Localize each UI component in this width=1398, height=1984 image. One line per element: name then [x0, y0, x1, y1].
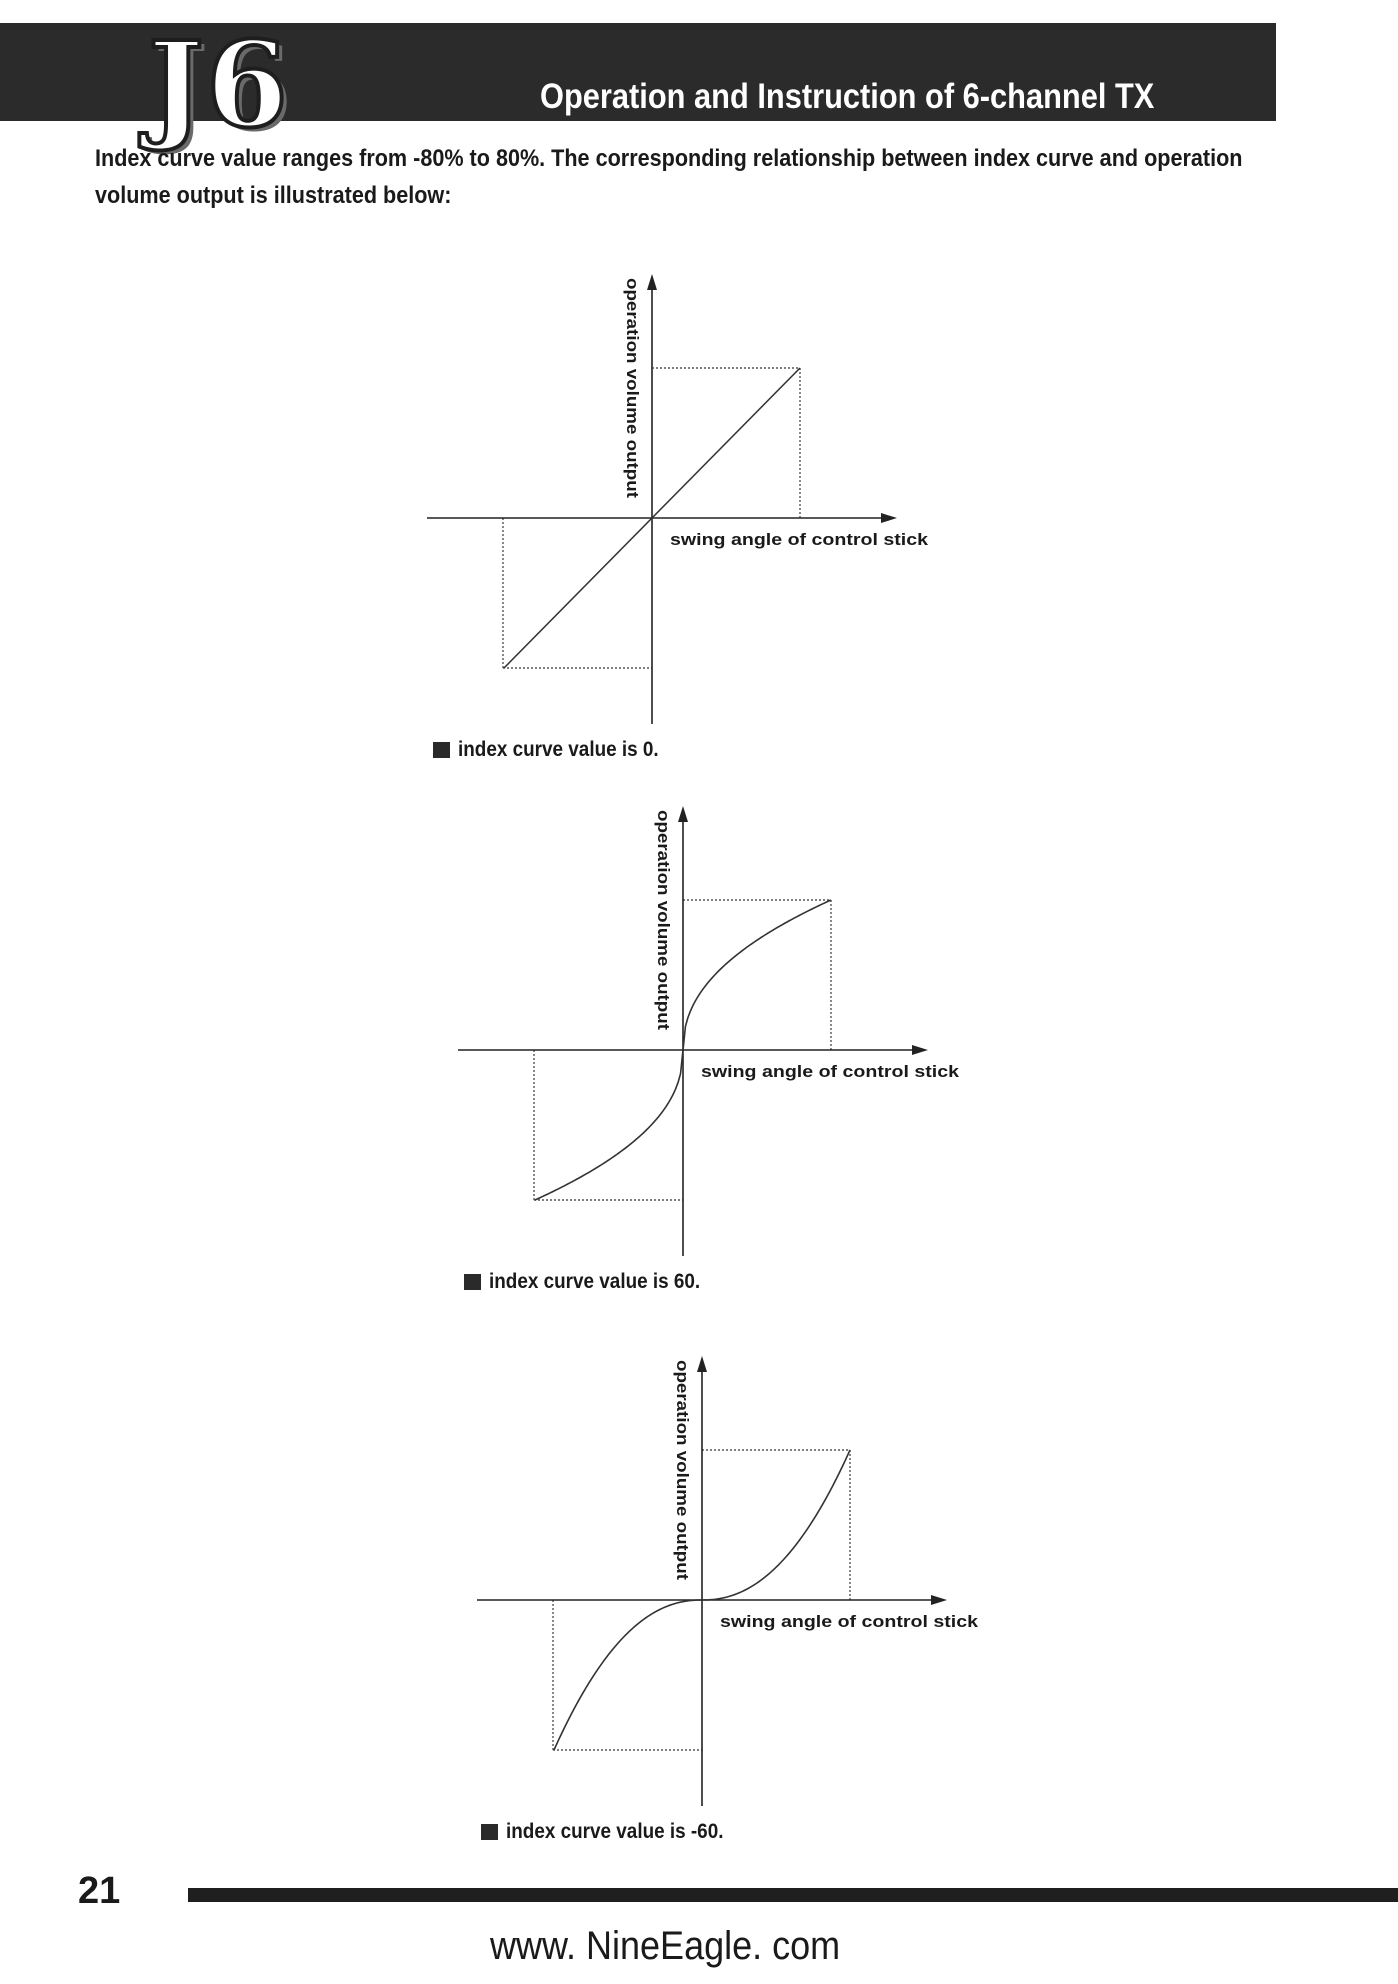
bullet-square-icon: [481, 1824, 498, 1840]
y-axis-arrow-icon: [697, 1356, 707, 1372]
bullet-square-icon: [433, 742, 450, 758]
website-url: www. NineEagle. com: [490, 1924, 841, 1968]
index-curve-graph-60: [456, 800, 976, 1260]
y-axis-label: operation volume output: [673, 1360, 692, 1560]
x-axis-arrow-icon: [881, 513, 897, 523]
index-curve-graph-minus-60: [475, 1350, 995, 1810]
graph-caption-60: index curve value is 60.: [464, 1270, 724, 1294]
y-axis-arrow-icon: [647, 274, 657, 290]
x-axis-arrow-icon: [931, 1595, 947, 1605]
index-curve-graph-0: [425, 268, 945, 728]
header-bar: [0, 15, 1276, 154]
x-axis-label: swing angle of control stick: [701, 1062, 960, 1081]
x-axis-label: swing angle of control stick: [670, 530, 929, 549]
page-title: Operation and Instruction of 6-channel TX: [540, 77, 1155, 116]
intro-line-1: Index curve value ranges from -80% to 80%. The corresponding relationship between index curve and operation: [95, 145, 1243, 172]
footer-divider: [188, 1888, 1398, 1902]
j6-logo: J6: [148, 15, 290, 154]
page-number: 21: [78, 1870, 121, 1912]
y-axis-arrow-icon: [678, 806, 688, 822]
y-axis-label: operation volume output: [654, 810, 673, 1010]
x-axis-arrow-icon: [912, 1045, 928, 1055]
y-axis-label: operation volume output: [623, 278, 642, 478]
x-axis-label: swing angle of control stick: [720, 1612, 979, 1631]
intro-paragraph: [95, 140, 1355, 214]
intro-line-2: volume output is illustrated below:: [95, 182, 452, 209]
bullet-square-icon: [464, 1274, 481, 1290]
graph-caption-0: index curve value is 0.: [433, 738, 681, 762]
graph-caption-minus-60: index curve value is -60.: [481, 1820, 748, 1844]
